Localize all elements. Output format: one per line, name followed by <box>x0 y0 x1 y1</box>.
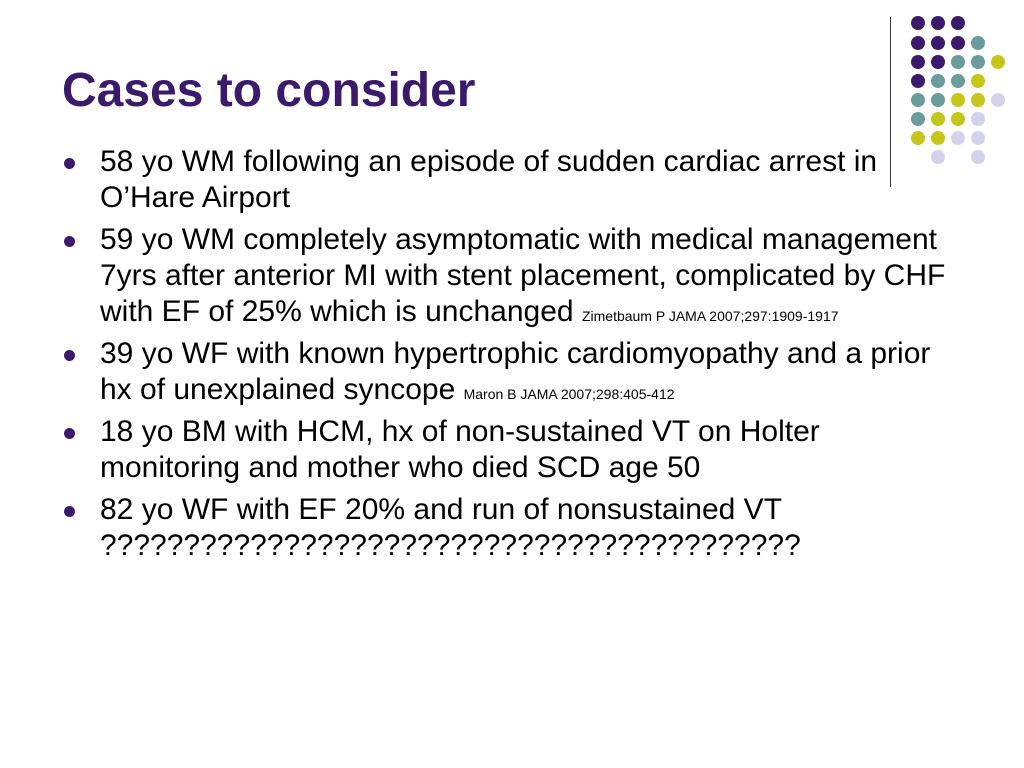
slide-title: Cases to consider <box>62 64 476 117</box>
decorative-dot <box>931 112 945 126</box>
bullet-icon <box>64 506 75 517</box>
decorative-dot <box>971 112 985 126</box>
decorative-dot <box>971 93 985 107</box>
citation: Maron B JAMA 2007;298:405-412 <box>463 386 675 402</box>
decorative-dot <box>931 36 945 50</box>
decorative-dot <box>951 55 965 69</box>
bullet-icon <box>64 350 75 361</box>
bullet-text: 59 yo WM completely asymptomatic with medical management 7yrs after anterior MI with stent placement, complicated by CHF with EF of 25% which is unchanged <box>100 223 946 328</box>
decorative-dot <box>911 112 925 126</box>
bullet-list <box>62 144 962 570</box>
bullet-item <box>62 414 962 486</box>
bullet-text: 58 yo WM following an episode of sudden cardiac arrest in O’Hare Airport <box>100 145 878 214</box>
decorative-dot <box>971 131 985 145</box>
decorative-dot <box>931 16 945 30</box>
bullet-icon <box>64 158 75 169</box>
decorative-dot <box>991 93 1005 107</box>
decorative-dot <box>911 93 925 107</box>
bullet-item <box>62 144 962 216</box>
decorative-dot <box>931 93 945 107</box>
decorative-dot <box>931 74 945 88</box>
bullet-item <box>62 492 962 564</box>
decorative-dot <box>971 150 985 164</box>
bullet-text: 82 yo WF with EF 20% and run of nonsustained VT ?????????????????????????????????????????? <box>100 493 801 562</box>
decorative-dot <box>951 93 965 107</box>
decorative-dot <box>951 131 965 145</box>
bullet-text: 39 yo WF with known hypertrophic cardiomyopathy and a prior hx of unexplained syncope <box>100 337 931 406</box>
decorative-dot <box>911 55 925 69</box>
bullet-icon <box>64 428 75 439</box>
decorative-dot <box>991 55 1005 69</box>
decorative-dot <box>911 74 925 88</box>
decorative-dot <box>931 55 945 69</box>
decorative-dot <box>951 16 965 30</box>
bullet-icon <box>64 236 75 247</box>
decorative-dot <box>971 74 985 88</box>
citation: Zimetbaum P JAMA 2007;297:1909-1917 <box>581 308 839 324</box>
decorative-dot <box>931 131 945 145</box>
decorative-dot <box>951 36 965 50</box>
bullet-item <box>62 336 962 408</box>
bullet-text: 18 yo BM with HCM, hx of non-sustained VT on Holter monitoring and mother who died SCD age 50 <box>100 415 820 484</box>
decorative-dot <box>951 74 965 88</box>
bullet-item <box>62 222 962 330</box>
decorative-dot <box>911 16 925 30</box>
decorative-dot <box>911 131 925 145</box>
decorative-dot <box>951 112 965 126</box>
decorative-dot <box>911 36 925 50</box>
decorative-dot <box>971 36 985 50</box>
decorative-dot <box>971 55 985 69</box>
